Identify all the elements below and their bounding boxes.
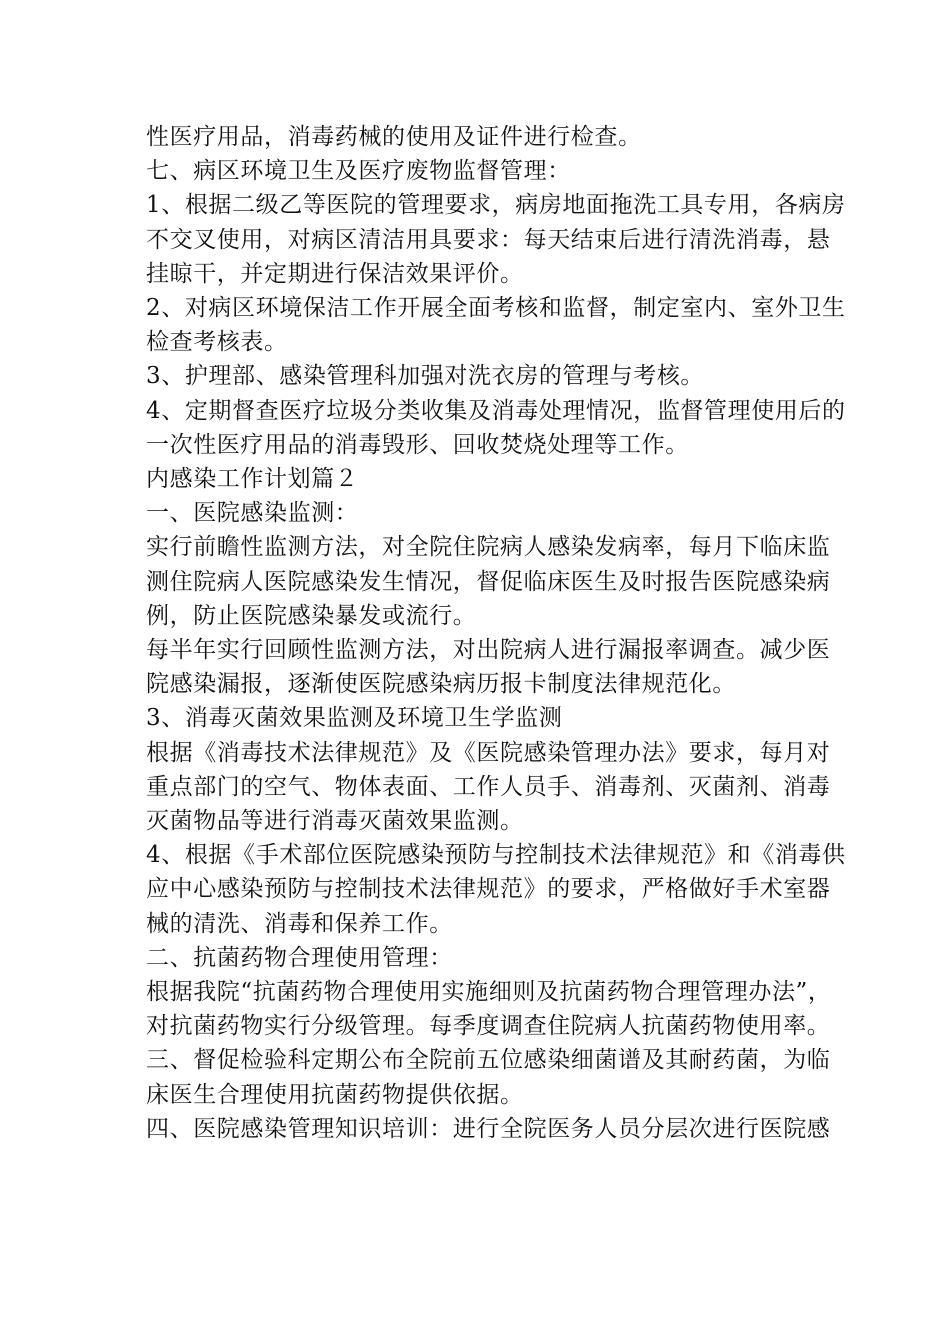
text-line: 院感染漏报，逐渐使医院感染病历报卡制度法律规范化。 xyxy=(146,671,736,698)
text-line: 根据我院“抗菌药物合理使用实施细则及抗菌药物合理管理办法”， xyxy=(146,979,832,1006)
section-heading: 二、抗菌药物合理使用管理： xyxy=(146,944,453,971)
text-line: 挂晾干，并定期进行保洁效果评价。 xyxy=(146,260,524,287)
text-line: 重点部门的空气、物体表面、工作人员手、消毒剂、灭菌剂、消毒 xyxy=(146,773,831,800)
text-line: 对抗菌药物实行分级管理。每季度调查住院病人抗菌药物使用率。 xyxy=(146,1013,831,1040)
chapter-title: 内感染工作计划篇２ xyxy=(146,466,359,493)
text-line: 3、护理部、感染管理科加强对洗衣房的管理与考核。 xyxy=(146,363,705,390)
text-line: 四、医院感染管理知识培训：进行全院医务人员分层次进行医院感 xyxy=(146,1115,831,1142)
text-line: 3、消毒灭菌效果监测及环境卫生学监测 xyxy=(146,705,563,732)
text-line: 测住院病人医院感染发生情况，督促临床医生及时报告医院感染病 xyxy=(146,568,831,595)
text-line: 一次性医疗用品的消毒毁形、回收焚烧处理等工作。 xyxy=(146,431,689,458)
text-line: 床医生合理使用抗菌药物提供依据。 xyxy=(146,1081,524,1108)
text-line: 4、根据《手术部位医院感染预防与控制技术法律规范》和《消毒供 xyxy=(146,842,846,869)
text-line: 2、对病区环境保洁工作开展全面考核和监督，制定室内、室外卫生 xyxy=(146,295,846,322)
section-heading: 七、病区环境卫生及医疗废物监督管理： xyxy=(146,158,571,185)
text-line: 4、定期督查医疗垃圾分类收集及消毒处理情况，监督管理使用后的 xyxy=(146,397,846,424)
text-line: 实行前瞻性监测方法，对全院住院病人感染发病率，每月下临床监 xyxy=(146,534,831,561)
text-line: 每半年实行回顾性监测方法，对出院病人进行漏报率调查。减少医 xyxy=(146,637,831,664)
text-line: 检查考核表。 xyxy=(146,329,288,356)
text-line: 根据《消毒技术法律规范》及《医院感染管理办法》要求，每月对 xyxy=(146,739,831,766)
section-heading: 一、医院感染监测： xyxy=(146,500,359,527)
document-body xyxy=(146,120,846,1146)
text-line: 1、根据二级乙等医院的管理要求，病房地面拖洗工具专用，各病房 xyxy=(146,192,846,219)
text-line: 例，防止医院感染暴发或流行。 xyxy=(146,602,477,629)
text-line: 性医疗用品，消毒药械的使用及证件进行检查。 xyxy=(146,124,642,150)
text-line: 械的清洗、消毒和保养工作。 xyxy=(146,910,453,937)
text-line: 三、督促检验科定期公布全院前五位感染细菌谱及其耐药菌，为临 xyxy=(146,1047,831,1074)
text-line: 不交叉使用，对病区清洁用具要求：每天结束后进行清洗消毒，悬 xyxy=(146,226,831,253)
text-line: 灭菌物品等进行消毒灭菌效果监测。 xyxy=(146,808,524,835)
text-line: 应中心感染预防与控制技术法律规范》的要求，严格做好手术室器 xyxy=(146,876,831,903)
